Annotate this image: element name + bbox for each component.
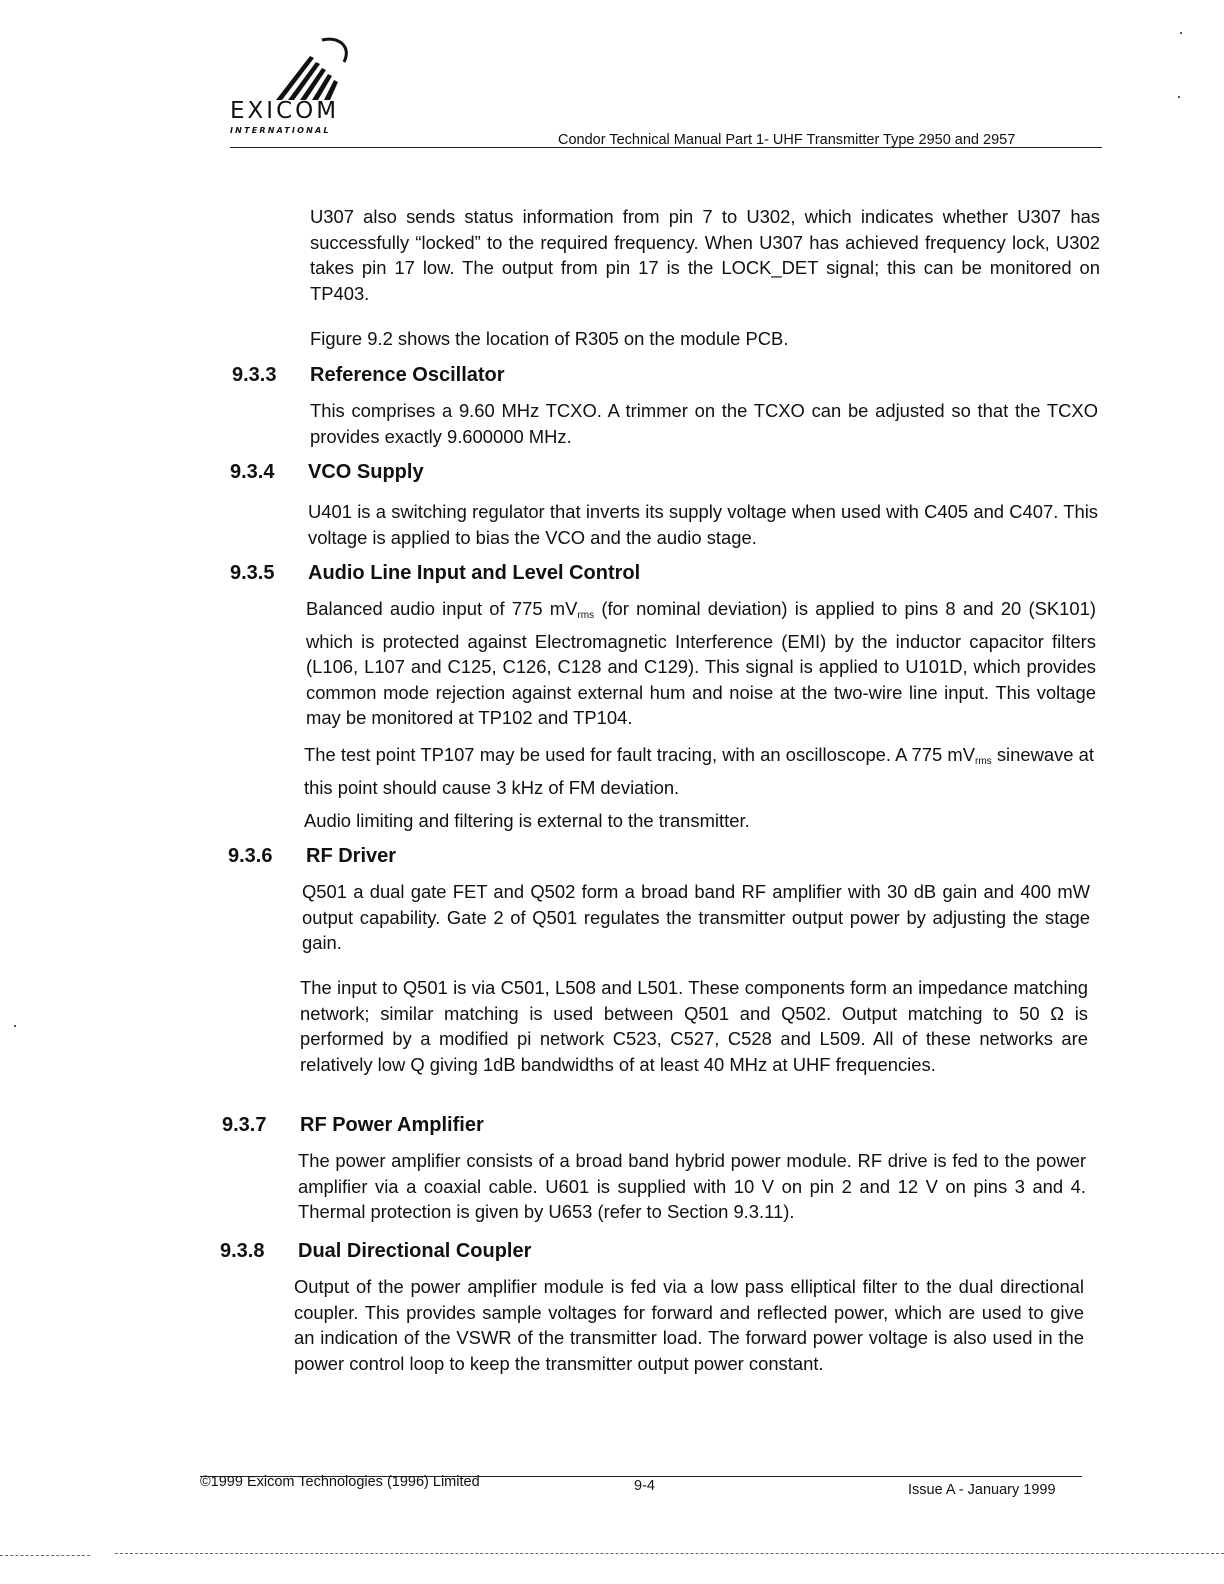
intro-paragraph-2: Figure 9.2 shows the location of R305 on the module PCB. [310,328,789,349]
rms-subscript: rms [975,756,992,767]
footer-issue: Issue A - January 1999 [908,1482,1056,1498]
section-title: Audio Line Input and Level Control [308,562,641,584]
rms-subscript: rms [577,610,595,621]
rf-driver-paragraph-1: Q501 a dual gate FET and Q502 form a broad band RF amplifier with 30 dB gain and 400 mW output capability. Gate 2 of Q501 regulates the transmitter output power by adjusting the stage gain. [302,881,1090,954]
exicom-logo-icon [270,34,360,104]
section-number: 9.3.6 [228,845,273,867]
intro-paragraph-1: U307 also sends status information from pin 7 to U302, which indicates whether U307 has successfully “locked” to the required frequency. When U307 has achieved frequency lock, U302 takes pin 17 low. The output from pin 17 is the LOCK_DET signal; this can be monitored on TP403. [310,206,1100,304]
text-run: sinewave at this point should cause 3 kHz of FM deviation. [304,744,1094,798]
scan-speck [14,1025,16,1027]
document-title: Condor Technical Manual Part 1- UHF Transmitter Type 2950 and 2957 [558,132,1016,148]
section-title: Dual Directional Coupler [298,1240,532,1262]
audio-line-paragraph-3: Audio limiting and filtering is external to the transmitter. [304,810,750,831]
reference-oscillator-paragraph: This comprises a 9.60 MHz TCXO. A trimmer on the TCXO can be adjusted so that the TCXO provides exactly 9.600000 MHz. [310,400,1098,447]
section-heading-9-3-6 [228,845,396,868]
section-heading-9-3-8 [220,1240,531,1263]
scan-artifact-line [115,1553,1224,1554]
section-heading-9-3-7 [222,1114,484,1137]
audio-line-paragraph-1 [306,596,1096,731]
scan-artifact-line [0,1555,90,1556]
rf-power-amplifier-paragraph: The power amplifier consists of a broad band hybrid power module. RF drive is fed to the power amplifier via a coaxial cable. U601 is supplied with 10 V on pin 2 and 12 V on pins 3 and 4. Thermal protection is given by U653 (refer to Section 9.3.11). [298,1150,1086,1223]
section-heading-9-3-5 [230,562,640,585]
section-number: 9.3.8 [220,1240,265,1262]
section-title: RF Power Amplifier [300,1114,484,1136]
section-number: 9.3.3 [232,364,277,386]
text-run: Balanced audio input of 775 mV [306,598,578,619]
dual-directional-coupler-paragraph: Output of the power amplifier module is fed via a low pass elliptical filter to the dual directional coupler. This provides sample voltages for forward and reflected power, which are used to give an indication of the VSWR of the transmitter load. The forward power voltage is also used in the power control loop to keep the transmitter output power constant. [294,1276,1084,1374]
section-number: 9.3.5 [230,562,275,584]
scan-speck [1180,32,1182,34]
text-run: The test point TP107 may be used for fault tracing, with an oscilloscope. A 775 mV [304,744,975,765]
rf-driver-paragraph-2: The input to Q501 is via C501, L508 and L501. These components form an impedance matching network; similar matching is used between Q501 and Q502. Output matching to 50 Ω is performed by a modified pi network C523, C527, C528 and L509. All of these networks are relatively low Q giving 1dB bandwidths of at least 40 MHz at UHF frequencies. [300,977,1088,1075]
header-divider [230,147,1102,148]
audio-line-paragraph-2 [304,742,1094,800]
section-title: RF Driver [306,845,397,867]
logo-wordmark: EXICOM [230,98,340,124]
logo-subtitle: INTERNATIONAL [230,126,331,135]
vco-supply-paragraph: U401 is a switching regulator that inverts its supply voltage when used with C405 and C407. This voltage is applied to bias the VCO and the audio stage. [308,501,1098,548]
footer-copyright: ©1999 Exicom Technologies (1996) Limited [200,1474,480,1490]
section-title: VCO Supply [308,461,424,483]
section-heading-9-3-4 [230,461,424,484]
section-number: 9.3.4 [230,461,275,483]
section-heading-9-3-3 [232,364,505,387]
scan-speck [1178,96,1180,98]
section-number: 9.3.7 [222,1114,267,1136]
section-title: Reference Oscillator [310,364,505,386]
footer-page-number: 9-4 [634,1478,655,1494]
text-run: (for nominal deviation) is applied to pins 8 and 20 (SK101) which is protected against Electromagnetic Interference (EMI) by the inductor capacitor filters (L106, L107 and C125, C126, C128 and C129). This signal is applied to U101D, which provides common mode rejection against external hum and noise at the two-wire line input. This voltage may be monitored at TP102 and TP104. [306,598,1096,729]
page-header [0,0,1224,160]
